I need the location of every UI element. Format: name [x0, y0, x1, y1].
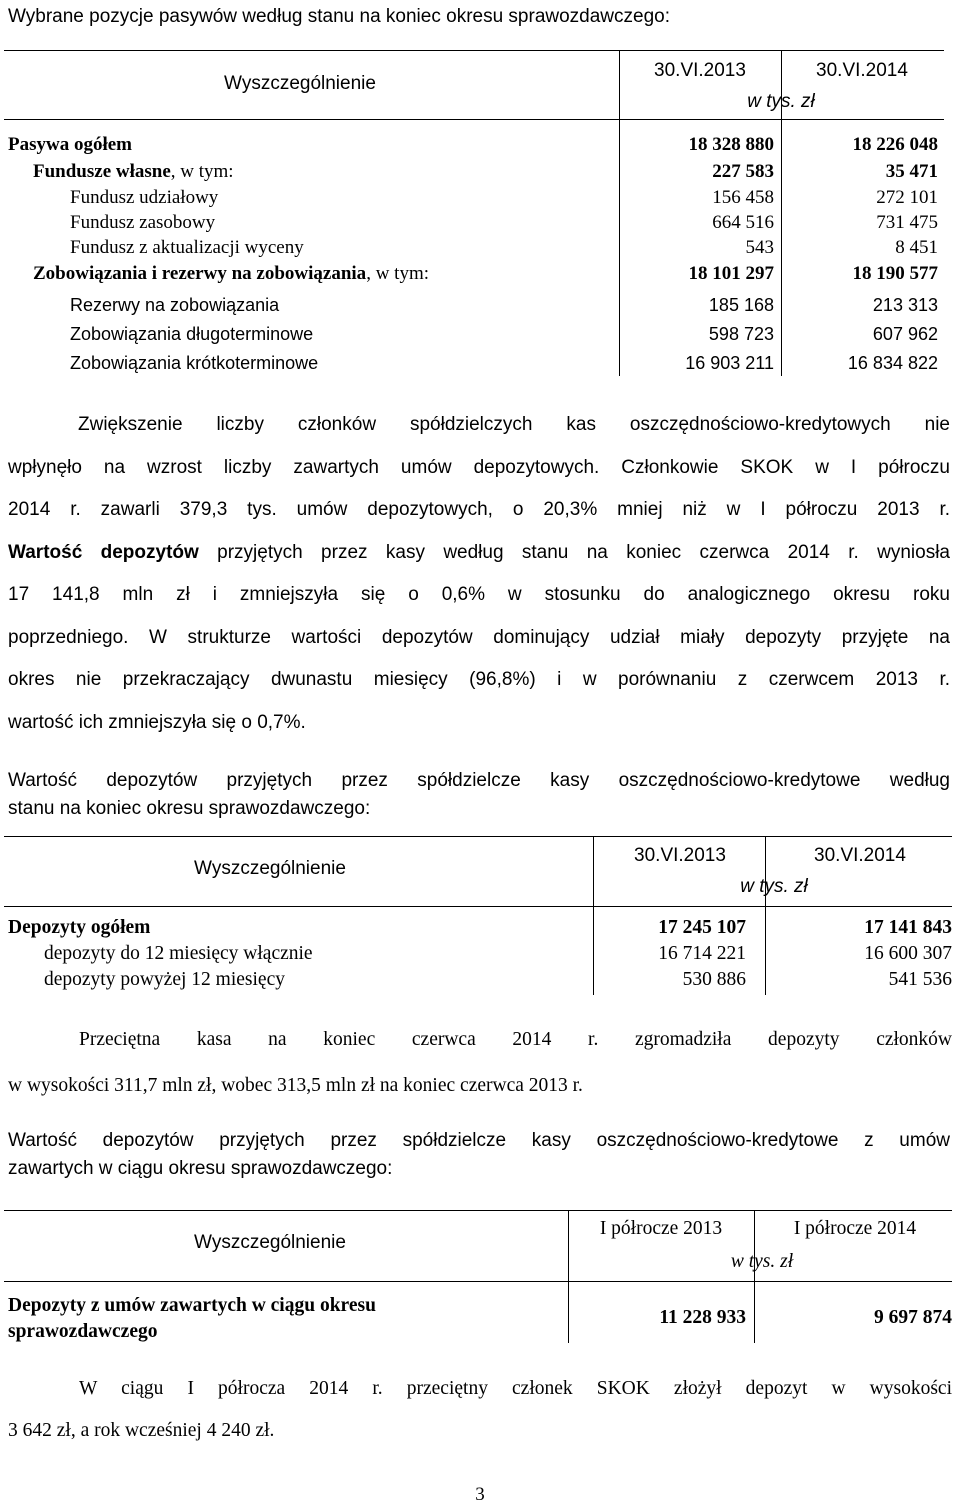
row-label-reserves: Rezerwy na zobowiązania — [70, 295, 280, 315]
value-2014: 18 190 577 — [852, 263, 938, 284]
row-label-obligations — [33, 263, 429, 285]
value-2014: 541 536 — [888, 969, 952, 990]
paragraph-line: poprzedniego. W strukturze wartości depozytów dominujący udział miały depozyty przyjęte na — [8, 626, 950, 648]
paragraph-line: 2014 r. zawarli 379,3 tys. umów depozytowych, o 20,3% mniej niż w I półroczu 2013 r. — [8, 499, 950, 520]
value-2013: 16 714 221 — [658, 943, 746, 964]
paragraph-line: wartość ich zmniejszyła się o 0,7%. — [8, 711, 306, 733]
table-top-rule — [4, 1210, 952, 1211]
paragraph-line — [8, 532, 950, 575]
row-label-total-deposits: Depozyty ogółem — [8, 917, 151, 938]
value-2013: 16 903 211 — [685, 353, 774, 373]
value-2013: 227 583 — [712, 161, 774, 182]
obligations-label: Zobowiązania i rezerwy na zobowiązania — [33, 263, 367, 284]
row-label-short-term: Zobowiązania krótkoterminowe — [70, 353, 319, 373]
paragraph-line: 3 642 zł, a rok wcześniej 4 240 zł. — [8, 1420, 275, 1441]
value-2013: 156 458 — [712, 187, 774, 208]
row-label-up-to-12-months: depozyty do 12 miesięcy włącznie — [44, 943, 313, 964]
own-funds-label: Fundusze własne — [33, 161, 171, 182]
paragraph-line: Zwiększenie liczby członków spółdzielczych kas oszczędnościowo-kredytowych nie — [78, 414, 950, 435]
member-deposit-paragraph — [8, 1368, 952, 1452]
row-label-line-2: sprawozdawczego — [8, 1321, 158, 1342]
page-number: 3 — [475, 1484, 485, 1505]
table-header-label: Wyszczególnienie — [194, 1232, 346, 1253]
value-2013: 185 168 — [708, 295, 774, 315]
line-rest: przyjętych przez kasy według stanu na koniec czerwca 2014 r. wyniosła — [198, 541, 950, 563]
paragraph-line: W ciągu I półrocza 2014 r. przeciętny członek SKOK złożył depozyt w wysokości — [79, 1378, 952, 1399]
value-2014: 8 451 — [895, 237, 938, 258]
value-2014: 607 962 — [872, 324, 938, 344]
row-label-over-12-months: depozyty powyżej 12 miesięcy — [44, 969, 285, 990]
table-header-label: Wyszczególnienie — [224, 73, 376, 94]
value-2013: 18 328 880 — [688, 134, 774, 155]
obligations-suffix: , w tym: — [366, 263, 429, 284]
paragraph-line: 17 141,8 mln zł i zmniejszyła się o 0,6% w stosunku do analogicznego okresu roku — [8, 584, 950, 605]
column-divider-left — [619, 51, 620, 376]
paragraph-line: stanu na koniec okresu sprawozdawczego: — [8, 798, 371, 819]
column-divider-left — [593, 837, 594, 995]
row-label-own-funds — [33, 161, 234, 183]
column-divider-middle — [754, 1211, 755, 1343]
average-cash-paragraph — [8, 1017, 952, 1109]
row-label-revaluation-fund: Fundusz z aktualizacji wyceny — [70, 237, 304, 258]
value-2013: 18 101 297 — [688, 263, 774, 284]
table-header-label: Wyszczególnienie — [194, 858, 346, 879]
value-h1-2014: 9 697 874 — [874, 1307, 952, 1328]
intro-heading-deposits — [8, 767, 950, 823]
column-divider-middle — [765, 837, 766, 995]
column-header-2014: 30.VI.2014 — [814, 845, 906, 866]
paragraph-line: Przeciętna kasa na koniec czerwca 2014 r. zgromadziła depozyty członków — [79, 1029, 952, 1050]
intro-heading-liabilities: Wybrane pozycje pasywów według stanu na koniec okresu sprawozdawczego: — [8, 6, 671, 27]
column-header-2013: 30.VI.2013 — [654, 60, 746, 81]
table-top-rule — [4, 50, 944, 51]
column-header-h1-2013: I półrocze 2013 — [599, 1218, 723, 1239]
paragraph-line: Wartość depozytów przyjętych przez spółdzielcze kasy oszczędnościowo-kredytowe z umów — [8, 1130, 950, 1151]
value-2013: 17 245 107 — [658, 917, 746, 938]
value-h1-2013: 11 228 933 — [659, 1307, 746, 1328]
value-2014: 272 101 — [876, 187, 938, 208]
value-2014: 731 475 — [876, 212, 938, 233]
paragraph-line: wpłynęło na wzrost liczby zawartych umów depozytowych. Członkowie SKOK w I półroczu — [8, 456, 950, 478]
column-header-2014: 30.VI.2014 — [816, 60, 908, 81]
row-label-total-liabilities: Pasywa ogółem — [8, 134, 133, 155]
row-label-reserve-fund: Fundusz zasobowy — [70, 212, 216, 233]
value-2014: 18 226 048 — [852, 134, 938, 155]
table-header-rule — [4, 906, 952, 907]
value-2014: 213 313 — [872, 295, 938, 315]
value-2013: 543 — [745, 237, 774, 258]
row-label-line-1: Depozyty z umów zawartych w ciągu okresu — [8, 1295, 376, 1316]
bold-phrase: Wartość depozytów — [8, 541, 199, 563]
value-2014: 35 471 — [885, 161, 938, 182]
deposits-paragraph — [8, 404, 950, 744]
value-2014: 16 600 307 — [864, 943, 952, 964]
paragraph-line: w wysokości 311,7 mln zł, wobec 313,5 mln zł na koniec czerwca 2013 r. — [8, 1075, 583, 1096]
value-2013: 598 723 — [708, 324, 774, 344]
paragraph-line: Wartość depozytów przyjętych przez spółdzielcze kasy oszczędnościowo-kredytowe według — [8, 770, 950, 791]
row-label-share-fund: Fundusz udziałowy — [70, 187, 219, 208]
column-header-2013: 30.VI.2013 — [634, 845, 726, 866]
value-2014: 16 834 822 — [847, 353, 938, 373]
row-label-long-term: Zobowiązania długoterminowe — [70, 324, 314, 344]
paragraph-line: okres nie przekraczający dwunastu miesięcy (96,8%) i w porównaniu z czerwcem 2013 r. — [8, 669, 950, 690]
column-divider-middle — [781, 51, 782, 376]
table-header-rule — [4, 119, 944, 120]
unit-label: w tys. zł — [747, 91, 815, 112]
own-funds-suffix: , w tym: — [170, 161, 234, 182]
unit-label: w tys. zł — [730, 1251, 794, 1272]
value-2013: 664 516 — [712, 212, 774, 233]
table-header-rule — [4, 1281, 952, 1282]
paragraph-line: zawartych w ciągu okresu sprawozdawczego: — [8, 1158, 393, 1179]
intro-heading-contracts — [8, 1127, 950, 1183]
table-top-rule — [4, 836, 952, 837]
column-divider-left — [568, 1211, 569, 1343]
unit-label: w tys. zł — [740, 876, 808, 897]
column-header-h1-2014: I półrocze 2014 — [793, 1218, 917, 1239]
value-2013: 530 886 — [682, 969, 746, 990]
value-2014: 17 141 843 — [864, 917, 952, 938]
